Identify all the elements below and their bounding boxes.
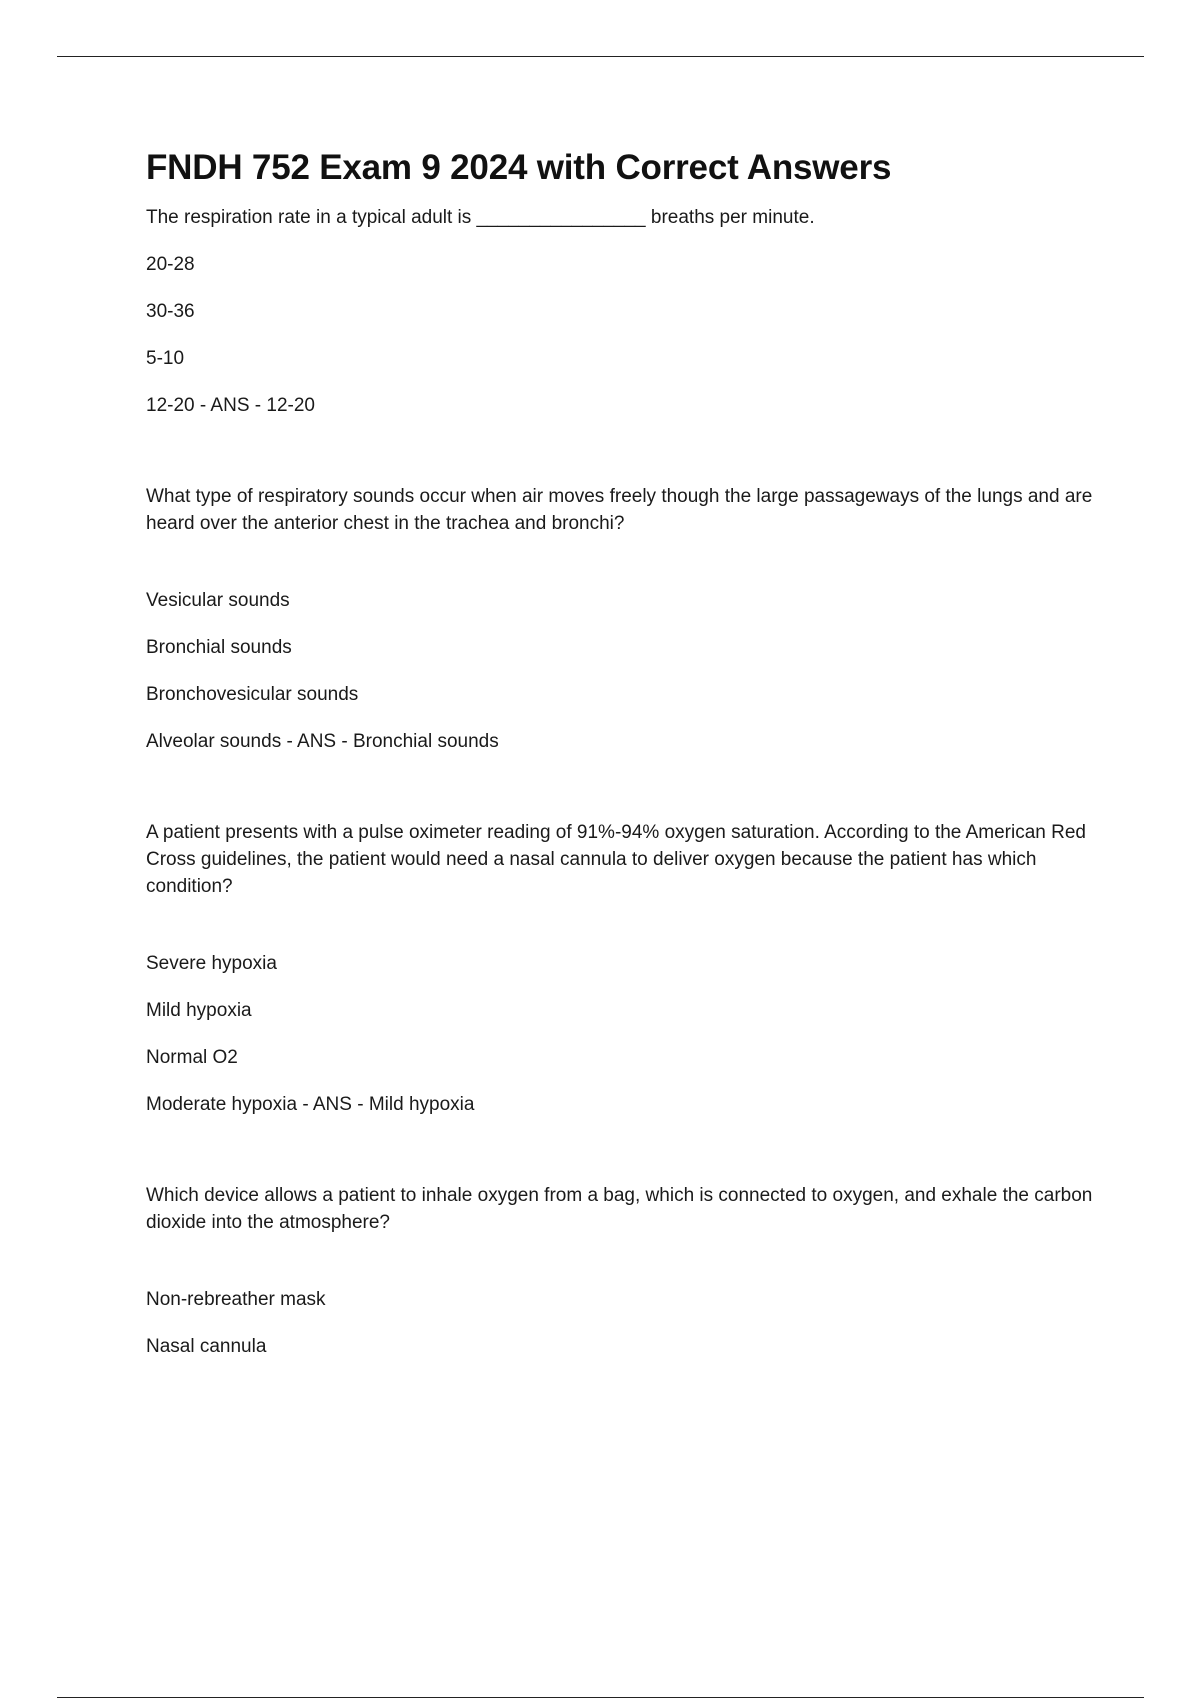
answer-option: 20-28 (146, 254, 195, 275)
answer-option: Vesicular sounds (146, 590, 290, 611)
header-rule (57, 56, 1144, 57)
answer-option: Bronchovesicular sounds (146, 684, 359, 705)
question-text: The respiration rate in a typical adult is ________________ breaths per minute. (146, 207, 815, 228)
answer-option: Bronchial sounds (146, 637, 292, 658)
question-text: A patient presents with a pulse oximeter reading of 91%-94% oxygen saturation. According to the American Red Cross guidelines, the patient would need a nasal cannula to deliver oxygen because the patient has which condition? (146, 822, 1086, 897)
answer-option: 30-36 (146, 301, 195, 322)
document-title: FNDH 752 Exam 9 2024 with Correct Answers (146, 148, 892, 187)
question-block-4 (146, 1182, 1096, 1360)
answer-option: Nasal cannula (146, 1336, 267, 1357)
question-block-1 (146, 204, 1096, 419)
question-text: Which device allows a patient to inhale oxygen from a bag, which is connected to oxygen, and exhale the carbon dioxide into the atmosphere? (146, 1185, 1093, 1233)
document-page (146, 146, 1096, 1380)
answer-option: Non-rebreather mask (146, 1289, 326, 1310)
question-block-3 (146, 819, 1096, 1118)
answer-option-with-answer: 12-20 - ANS - 12-20 (146, 395, 315, 416)
footer-rule (57, 1697, 1144, 1698)
answer-option-with-answer: Moderate hypoxia - ANS - Mild hypoxia (146, 1094, 475, 1115)
question-text: What type of respiratory sounds occur when air moves freely though the large passageways of the lungs and are heard over the anterior chest in the trachea and bronchi? (146, 486, 1093, 534)
answer-option-with-answer: Alveolar sounds - ANS - Bronchial sounds (146, 731, 499, 752)
answer-option: Mild hypoxia (146, 1000, 252, 1021)
question-block-2 (146, 483, 1096, 755)
answer-option: Severe hypoxia (146, 953, 277, 974)
answer-option: 5-10 (146, 348, 185, 369)
answer-option: Normal O2 (146, 1047, 238, 1068)
